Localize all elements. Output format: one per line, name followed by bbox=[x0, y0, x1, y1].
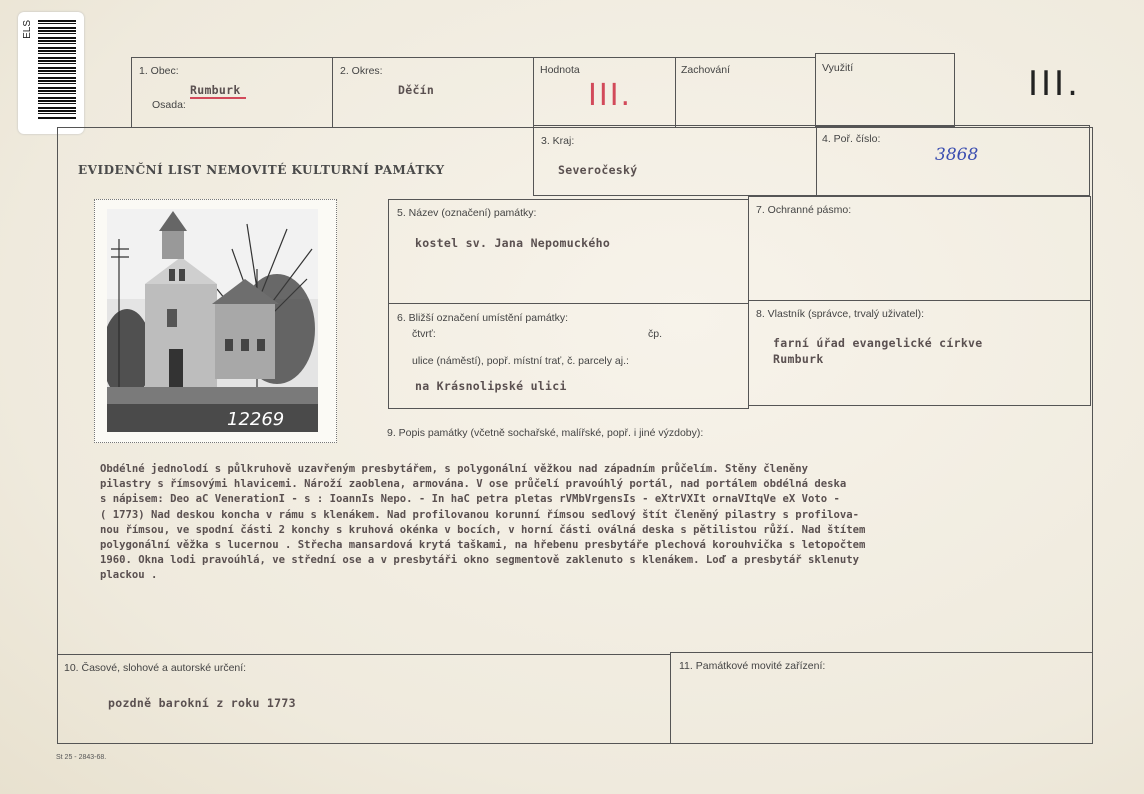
umisteni-label: 6. Bližší označení umístění památky: bbox=[397, 312, 568, 324]
por-cislo-value: 3868 bbox=[935, 145, 979, 165]
popis-line: Obdélné jednolodí s půlkruhově uzavřeným presbytářem, s polygonální věžkou nad západním průčelím. Stěny členěny bbox=[100, 463, 808, 475]
ulice-label: ulice (náměstí), popř. místní trať, č. parcely aj.: bbox=[412, 355, 629, 367]
church-photo bbox=[107, 209, 318, 432]
hodnota-value: III. bbox=[588, 78, 633, 113]
cp-label: čp. bbox=[648, 328, 663, 340]
popis-line: 1960. Okna lodi pravoúhlá, ve střední ose a v presbytáři okno segmentově zaklenuto s klenákem. Loď a presbytář sklenuty bbox=[100, 554, 859, 567]
popis-line: nou římsou, ve spodní části 2 konchy s kruhová okénka v bocích, v horní části oválná deska s pětilistou růží. Nad štítem bbox=[100, 523, 866, 536]
footer-code: St 25 - 2843-68. bbox=[56, 754, 107, 761]
nazev-value: kostel sv. Jana Nepomuckého bbox=[415, 236, 611, 250]
popis-line: polygonální věžka s lucernou . Střecha mansardová krytá taškami, na hřebenu presbytáře plechová korouhvička s letopočtem bbox=[100, 539, 866, 552]
popis-line: s nápisem: Deo aC VenerationI - s : IoannIs Nepo. - In haC petra pletas rVMbVrgensIs - eXtrVXIt ornaVItqVe eX Voto - bbox=[100, 493, 840, 506]
umisteni-value: na Krásnolipské ulici bbox=[415, 379, 567, 393]
ochranne-label: 7. Ochranné pásmo: bbox=[756, 204, 852, 216]
barcode-bars bbox=[38, 20, 76, 120]
obec-label: 1. Obec: bbox=[139, 65, 179, 77]
photo-number: 12269 bbox=[227, 409, 285, 430]
form-title: EVIDENČNÍ LIST NEMOVITÉ KULTURNÍ PAMÁTKY bbox=[78, 163, 445, 177]
okres-value: Děčín bbox=[398, 83, 435, 97]
okres-label: 2. Okres: bbox=[340, 65, 383, 77]
popis-label: 9. Popis památky (včetně sochařské, malířské, popř. i jiné výzdoby): bbox=[387, 427, 704, 439]
casove-value: pozdně barokní z roku 1773 bbox=[108, 696, 296, 710]
kraj-box bbox=[533, 125, 817, 196]
popis-line: pilastry s římsovými hlavicemi. Nároží zaoblena, armována. V ose průčelí pravoúhlý portál, nad portálem obdélná deska bbox=[100, 478, 847, 491]
barcode-code: ELS bbox=[22, 20, 33, 39]
osada-label: Osada: bbox=[152, 99, 186, 111]
popis-line: plackou . bbox=[100, 569, 158, 582]
zachovani-label: Zachování bbox=[681, 64, 731, 76]
popis-text bbox=[100, 462, 1075, 584]
vyuziti-label: Využití bbox=[822, 62, 854, 74]
nazev-label: 5. Název (označení) památky: bbox=[397, 207, 537, 219]
church-photo-image bbox=[107, 209, 318, 432]
vlastnik-line2: Rumburk bbox=[773, 352, 824, 366]
casove-label: 10. Časové, slohové a autorské určení: bbox=[64, 662, 247, 674]
movite-label: 11. Památkové movité zařízení: bbox=[679, 660, 826, 672]
popis-line: ( 1773) Nad deskou koncha v rámu s klenákem. Nad profilovanou korunní římsou sedlový štít členěný pilastry s profilova- bbox=[100, 508, 859, 521]
obec-underline bbox=[190, 97, 246, 99]
ctvrt-label: čtvrť: bbox=[412, 328, 436, 340]
corner-mark: III. bbox=[1028, 64, 1081, 104]
por-cislo-label: 4. Poř. číslo: bbox=[822, 133, 881, 145]
hodnota-label: Hodnota bbox=[540, 64, 580, 76]
obec-value: Rumburk bbox=[190, 83, 241, 97]
kraj-label: 3. Kraj: bbox=[541, 135, 575, 147]
vlastnik-line1: farní úřad evangelické církve bbox=[773, 336, 983, 350]
barcode-label bbox=[18, 12, 84, 134]
vlastnik-label: 8. Vlastník (správce, trvalý uživatel): bbox=[756, 308, 925, 320]
kraj-value: Severočeský bbox=[558, 163, 638, 177]
